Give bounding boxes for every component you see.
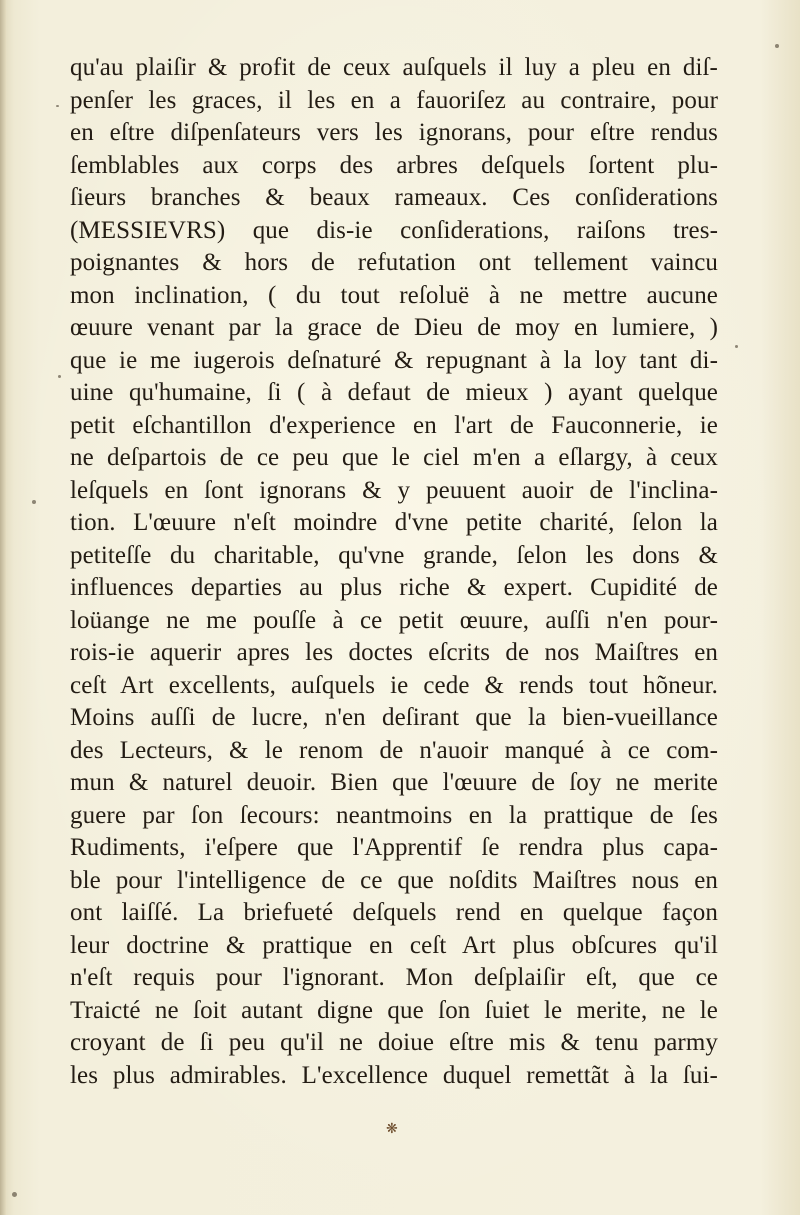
- text-line: leſquels en ſont ignorans & y peuuent auoir de l'inclina-: [70, 476, 718, 504]
- ink-speck: [32, 500, 36, 504]
- text-line: petiteſſe du charitable, qu'vne grande, ſelon les dons &: [70, 541, 718, 569]
- text-line: en eſtre diſpenſateurs vers les ignorans, pour eſtre rendus: [70, 119, 718, 146]
- page-gutter: [0, 0, 6, 1215]
- text-line: Rudiments, i'eſpere que l'Apprentif ſe rendra plus capa-: [70, 834, 718, 861]
- printer-ornament-icon: ❋: [386, 1122, 398, 1137]
- text-line: ont laiſſé. La briefueté deſquels rend en quelque façon: [70, 899, 718, 926]
- text-line: croyant de ſi peu qu'il ne doiue eſtre mis & tenu parmy: [70, 1029, 718, 1056]
- text-line: qu'au plaiſir & profit de ceux auſquels il luy a pleu en diſ-: [70, 54, 718, 81]
- text-line: uine qu'humaine, ſi ( à defaut de mieux ) ayant quelque: [70, 379, 718, 406]
- text-line: mun & naturel deuoir. Bien que l'œuure de ſoy ne merite: [70, 769, 718, 796]
- text-line: mon inclination, ( du tout reſoluë à ne mettre aucune: [70, 281, 718, 309]
- text-line: ble pour l'intelligence de ce que noſdits Maiſtres nous en: [70, 866, 718, 894]
- text-line: leur doctrine & prattique en ceſt Art plus obſcures qu'il: [70, 931, 718, 959]
- ink-speck: [12, 1192, 17, 1197]
- text-line: Moins auſſi de lucre, n'en deſirant que la bien-vueillance: [70, 704, 718, 731]
- text-line: n'eſt requis pour l'ignorant. Mon deſplaiſir eſt, que ce: [70, 964, 718, 991]
- text-line: que ie me iugerois deſnaturé & repugnant à la loy tant di-: [70, 346, 718, 374]
- text-line: les plus admirables. L'excellence duquel remettãt à la ſui-: [70, 1061, 718, 1089]
- text-line: loüange ne me pouſſe à ce petit œuure, auſſi n'en pour-: [70, 606, 718, 634]
- text-line: penſer les graces, il les en a fauoriſez au contraire, pour: [70, 86, 718, 114]
- text-line: ne deſpartois de ce peu que le ciel m'en a eſlargy, à ceux: [70, 444, 718, 471]
- ink-speck: [735, 345, 738, 348]
- ink-speck: [56, 105, 59, 107]
- text-line: poignantes & hors de refutation ont tellement vaincu: [70, 249, 718, 276]
- text-line: des Lecteurs, & le renom de n'auoir manqué à ce com-: [70, 736, 718, 764]
- text-line: (MESSIEVRS) que dis-ie conſiderations, raiſons tres-: [70, 216, 718, 244]
- text-line: petit eſchantillon d'experience en l'art de Fauconnerie, ie: [70, 411, 718, 439]
- text-line: tion. L'œuure n'eſt moindre d'vne petite charité, ſelon la: [70, 509, 718, 536]
- text-line: ſemblables aux corps des arbres deſquels ſortent plu-: [70, 151, 718, 179]
- body-text: [70, 52, 718, 1092]
- text-line: influences departies au plus riche & expert. Cupidité de: [70, 574, 718, 601]
- text-line: rois-ie aquerir apres les doctes eſcrits de nos Maiſtres en: [70, 639, 718, 666]
- text-line: guere par ſon ſecours: neantmoins en la prattique de ſes: [70, 801, 718, 829]
- ink-speck: [58, 375, 61, 378]
- ink-speck: [775, 44, 779, 48]
- text-line: Traicté ne ſoit autant digne que ſon ſuiet le merite, ne le: [70, 996, 718, 1024]
- text-line: ceſt Art excellents, auſquels ie cede & rends tout hõneur.: [70, 671, 718, 699]
- text-line: œuure venant par la grace de Dieu de moy en lumiere, ): [70, 314, 718, 341]
- text-line: ſieurs branches & beaux rameaux. Ces conſiderations: [70, 184, 718, 211]
